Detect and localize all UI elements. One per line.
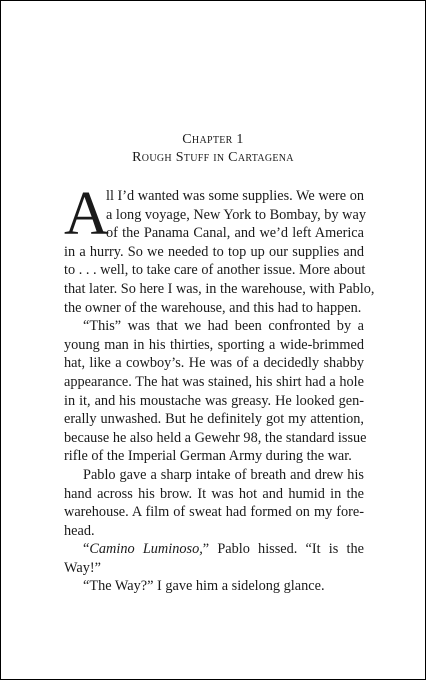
text-line: head.	[64, 522, 95, 539]
chapter-heading	[1, 131, 425, 167]
text-line: to . . . well, to take care of another issue. More about	[64, 262, 366, 279]
quote-open: “	[83, 541, 90, 558]
text-line: that later. So here I was, in the warehouse, with Pablo,	[64, 280, 375, 297]
text-line: hand across his brow. It was hot and humid in the	[64, 485, 364, 502]
text-line: the owner of the warehouse, and this had to happen.	[64, 299, 362, 316]
text-line: a long voyage, New York to Bombay, by way	[106, 206, 366, 223]
drop-cap: A	[64, 180, 109, 248]
drop-cap-lines	[106, 187, 364, 243]
text-line: Pablo gave a sharp intake of breath and drew his	[83, 466, 364, 483]
text-line: hat, like a cowboy’s. He was of a decidedly shabby	[64, 355, 364, 372]
text-line: appearance. The hat was stained, his shirt had a hole	[64, 373, 364, 390]
chapter-number: Chapter 1	[182, 132, 244, 147]
body-text	[64, 243, 375, 596]
text-line: Way!”	[64, 559, 101, 576]
quote-line	[64, 540, 364, 559]
text-line: rifle of the Imperial German Army during the war.	[64, 448, 352, 465]
chapter-title: Rough Stuff in Cartagena	[132, 150, 294, 165]
quote-close: ” Pablo hissed. “It is the	[202, 541, 364, 558]
text-line: ll I’d wanted was some supplies. We were on	[106, 188, 364, 204]
text-line: young man in his thirties, sporting a wide-brimmed	[64, 336, 364, 353]
text-line: in a hurry. So we needed to top up our supplies and	[64, 243, 364, 260]
text-line: of the Panama Canal, and we’d left America	[106, 225, 364, 242]
text-line: “The Way?” I gave him a sidelong glance.	[83, 578, 325, 595]
text-line: in it, and his moustache was greasy. He looked gen-	[64, 392, 364, 409]
text-line: warehouse. A film of sweat had formed on my fore-	[64, 504, 364, 521]
text-line: “This” was that we had been confronted by a	[83, 318, 364, 335]
quote-italic: Camino Luminoso,	[89, 541, 203, 558]
text-line: erally unwashed. But he definitely got my attention,	[64, 411, 364, 428]
text-line: because he also held a Gewehr 98, the standard issue	[64, 429, 367, 446]
